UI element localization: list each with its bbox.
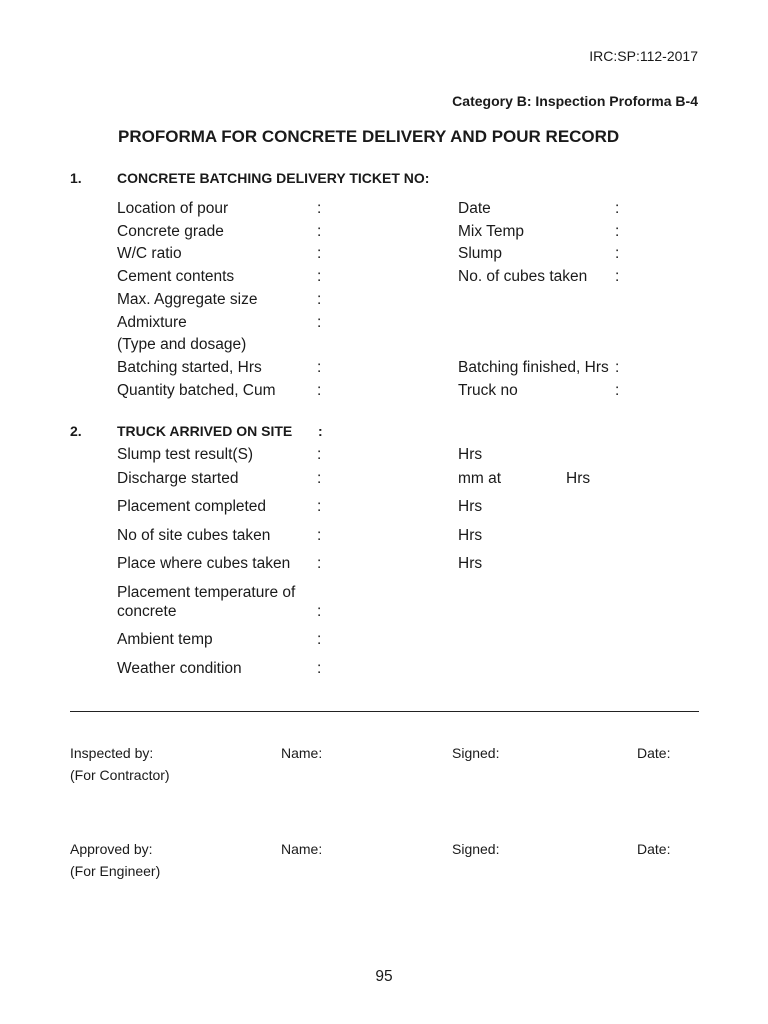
- field-colon: :: [317, 446, 322, 463]
- field-colon: :: [317, 603, 322, 620]
- field-label: Batching finished, Hrs: [458, 359, 609, 376]
- name-label: Name:: [281, 745, 323, 761]
- field-label: Slump test result(S): [117, 446, 254, 463]
- field-colon: :: [317, 631, 322, 648]
- field-label: Truck no: [458, 382, 518, 399]
- field-colon: :: [317, 314, 322, 331]
- field-label: Cement contents: [117, 268, 235, 285]
- date-label: Date:: [637, 841, 671, 857]
- field-unit-extra: Hrs: [566, 470, 591, 487]
- date-label: Date:: [637, 745, 671, 761]
- field-label: Ambient temp: [117, 631, 213, 648]
- field-label: Location of pour: [117, 200, 229, 217]
- field-colon: :: [317, 660, 322, 677]
- field-colon: :: [615, 223, 620, 240]
- approved-by-label: Approved by:: [70, 841, 153, 857]
- field-label: No. of cubes taken: [458, 268, 588, 285]
- field-colon: :: [317, 245, 322, 262]
- inspected-by-label: Inspected by:: [70, 745, 154, 761]
- field-colon: :: [317, 359, 322, 376]
- field-colon: :: [615, 245, 620, 262]
- section2-number: 2.: [70, 423, 82, 439]
- field-label: Admixture: [117, 314, 187, 331]
- divider-line: [70, 711, 699, 712]
- field-label: Discharge started: [117, 470, 239, 487]
- field-label: Place where cubes taken: [117, 555, 291, 572]
- page-title: PROFORMA FOR CONCRETE DELIVERY AND POUR RECORD: [118, 127, 620, 146]
- field-label: Date: [458, 200, 491, 217]
- section2-heading: TRUCK ARRIVED ON SITE: [117, 423, 293, 439]
- field-label: Max. Aggregate size: [117, 291, 258, 308]
- field-colon: :: [317, 291, 322, 308]
- field-label: W/C ratio: [117, 245, 182, 262]
- signed-label: Signed:: [452, 841, 500, 857]
- field-colon: :: [317, 268, 322, 285]
- field-colon: :: [615, 200, 620, 217]
- field-label: Slump: [458, 245, 502, 262]
- field-label: Weather condition: [117, 660, 242, 677]
- field-colon: :: [317, 498, 322, 515]
- field-colon: :: [317, 527, 322, 544]
- field-label: Concrete grade: [117, 223, 224, 240]
- field-unit: Hrs: [458, 527, 483, 544]
- field-unit: Hrs: [458, 498, 483, 515]
- document-code: IRC:SP:112-2017: [589, 48, 698, 64]
- field-unit: Hrs: [458, 446, 483, 463]
- field-colon: :: [317, 200, 322, 217]
- field-unit: Hrs: [458, 555, 483, 572]
- field-label: Placement temperature of: [117, 584, 296, 601]
- field-colon: :: [615, 268, 620, 285]
- field-label: Batching started, Hrs: [117, 359, 262, 376]
- field-label: (Type and dosage): [117, 336, 247, 353]
- for-engineer-label: (For Engineer): [70, 863, 161, 879]
- field-unit: mm at: [458, 470, 502, 487]
- section1-heading: CONCRETE BATCHING DELIVERY TICKET NO:: [117, 170, 430, 186]
- name-label: Name:: [281, 841, 323, 857]
- field-colon: :: [317, 555, 322, 572]
- field-label: Mix Temp: [458, 223, 525, 240]
- field-label: Quantity batched, Cum: [117, 382, 276, 399]
- field-label: No of site cubes taken: [117, 527, 271, 544]
- field-colon: :: [317, 223, 322, 240]
- section2-heading-colon: :: [318, 423, 323, 439]
- field-label: Placement completed: [117, 498, 267, 515]
- page-number: 95: [375, 968, 393, 985]
- field-colon: :: [317, 382, 322, 399]
- field-colon: :: [317, 470, 322, 487]
- category-label: Category B: Inspection Proforma B-4: [452, 93, 698, 109]
- signed-label: Signed:: [452, 745, 500, 761]
- field-colon: :: [615, 382, 620, 399]
- for-contractor-label: (For Contractor): [70, 767, 170, 783]
- field-colon: :: [615, 359, 620, 376]
- field-label-continued: concrete: [117, 603, 177, 620]
- section1-number: 1.: [70, 170, 82, 186]
